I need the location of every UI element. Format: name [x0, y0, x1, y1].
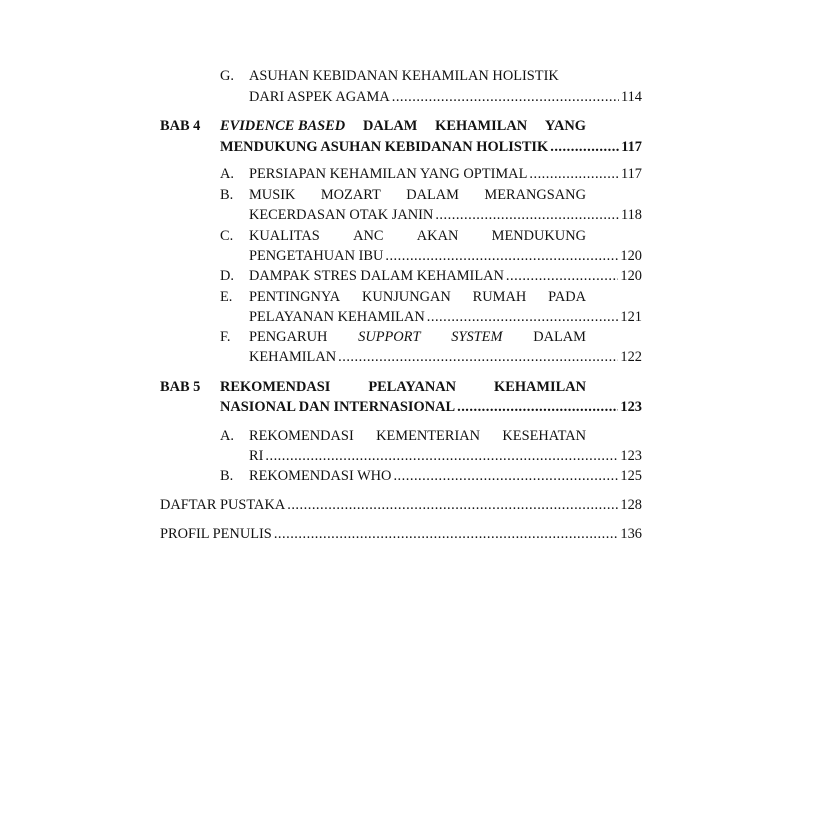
- page-number: 118: [620, 207, 642, 223]
- toc-letter: G.: [220, 68, 234, 84]
- page-number: 128: [620, 497, 642, 513]
- leader-dots: [427, 308, 619, 326]
- toc-entry-4a[interactable]: PERSIAPAN KEHAMILAN YANG OPTIMAL ..... 117: [249, 165, 642, 183]
- toc-entry-4b[interactable]: KECERDASAN OTAK JANIN ..... 118: [249, 206, 642, 224]
- toc-entry-5b[interactable]: REKOMENDASI WHO ..... 125: [249, 467, 642, 485]
- leader-dots: [385, 247, 618, 265]
- page-number: 117: [620, 166, 642, 182]
- page-number: 120: [620, 268, 642, 284]
- toc-entry-4f-line1: PENGARUH SUPPORT SYSTEM DALAM: [249, 329, 586, 345]
- toc-entry-5a-line1: REKOMENDASI KEMENTERIAN KESEHATAN: [249, 428, 586, 444]
- toc-entry-5a[interactable]: RI ..... 123: [249, 447, 642, 465]
- leader-dots: [274, 525, 619, 543]
- leader-dots: [506, 267, 618, 285]
- chapter-5-title-line1: REKOMENDASI PELAYANAN KEHAMILAN: [220, 379, 586, 395]
- leader-dots: [338, 348, 618, 366]
- page-number: 122: [620, 349, 642, 365]
- toc-letter: A.: [220, 428, 234, 444]
- leader-dots: [550, 138, 619, 156]
- page-number: 120: [620, 248, 642, 264]
- toc-letter: E.: [220, 289, 233, 305]
- leader-dots: [265, 447, 618, 465]
- page-number: 121: [620, 309, 642, 325]
- toc-entry-bab4[interactable]: MENDUKUNG ASUHAN KEBIDANAN HOLISTIK ..... 117: [220, 138, 642, 156]
- leader-dots: [435, 206, 619, 224]
- toc-entry-4e[interactable]: PELAYANAN KEHAMILAN ..... 121: [249, 308, 642, 326]
- toc-entry-4c-line1: KUALITAS ANC AKAN MENDUKUNG: [249, 228, 586, 244]
- chapter-4-title-line1: EVIDENCE BASED DALAM KEHAMILAN YANG: [220, 118, 586, 134]
- toc-entry-4f[interactable]: KEHAMILAN ..... 122: [249, 348, 642, 366]
- leader-dots: [393, 467, 618, 485]
- toc-entry-g[interactable]: DARI ASPEK AGAMA ..... 114: [249, 88, 642, 106]
- leader-dots: [529, 165, 619, 183]
- toc-entry-4e-line1: PENTINGNYA KUNJUNGAN RUMAH PADA: [249, 289, 586, 305]
- page-number: 136: [620, 526, 642, 542]
- toc-entry-daftar-pustaka[interactable]: DAFTAR PUSTAKA ..... 128: [160, 496, 642, 514]
- toc-letter: C.: [220, 228, 234, 244]
- page-number: 117: [621, 139, 642, 155]
- page-number: 123: [620, 448, 642, 464]
- page-number: 123: [620, 399, 642, 415]
- toc-letter: A.: [220, 166, 234, 182]
- page-number: 114: [620, 89, 642, 105]
- leader-dots: [392, 88, 619, 106]
- toc-entry-4c[interactable]: PENGETAHUAN IBU ..... 120: [249, 247, 642, 265]
- toc-letter: B.: [220, 187, 234, 203]
- toc-letter: B.: [220, 468, 234, 484]
- toc-entry-g-line1: ASUHAN KEBIDANAN KEHAMILAN HOLISTIK: [249, 68, 559, 84]
- toc-letter: F.: [220, 329, 231, 345]
- page-number: 125: [620, 468, 642, 484]
- toc-entry-4b-line1: MUSIK MOZART DALAM MERANGSANG: [249, 187, 586, 203]
- toc-entry-4d[interactable]: DAMPAK STRES DALAM KEHAMILAN ..... 120: [249, 267, 642, 285]
- toc-letter: D.: [220, 268, 234, 284]
- chapter-number: BAB 4: [160, 118, 201, 134]
- chapter-number: BAB 5: [160, 379, 201, 395]
- toc-entry-profil-penulis[interactable]: PROFIL PENULIS ..... 136: [160, 525, 642, 543]
- leader-dots: [457, 398, 618, 416]
- toc-entry-bab5[interactable]: NASIONAL DAN INTERNASIONAL ..... 123: [220, 398, 642, 416]
- leader-dots: [287, 496, 618, 514]
